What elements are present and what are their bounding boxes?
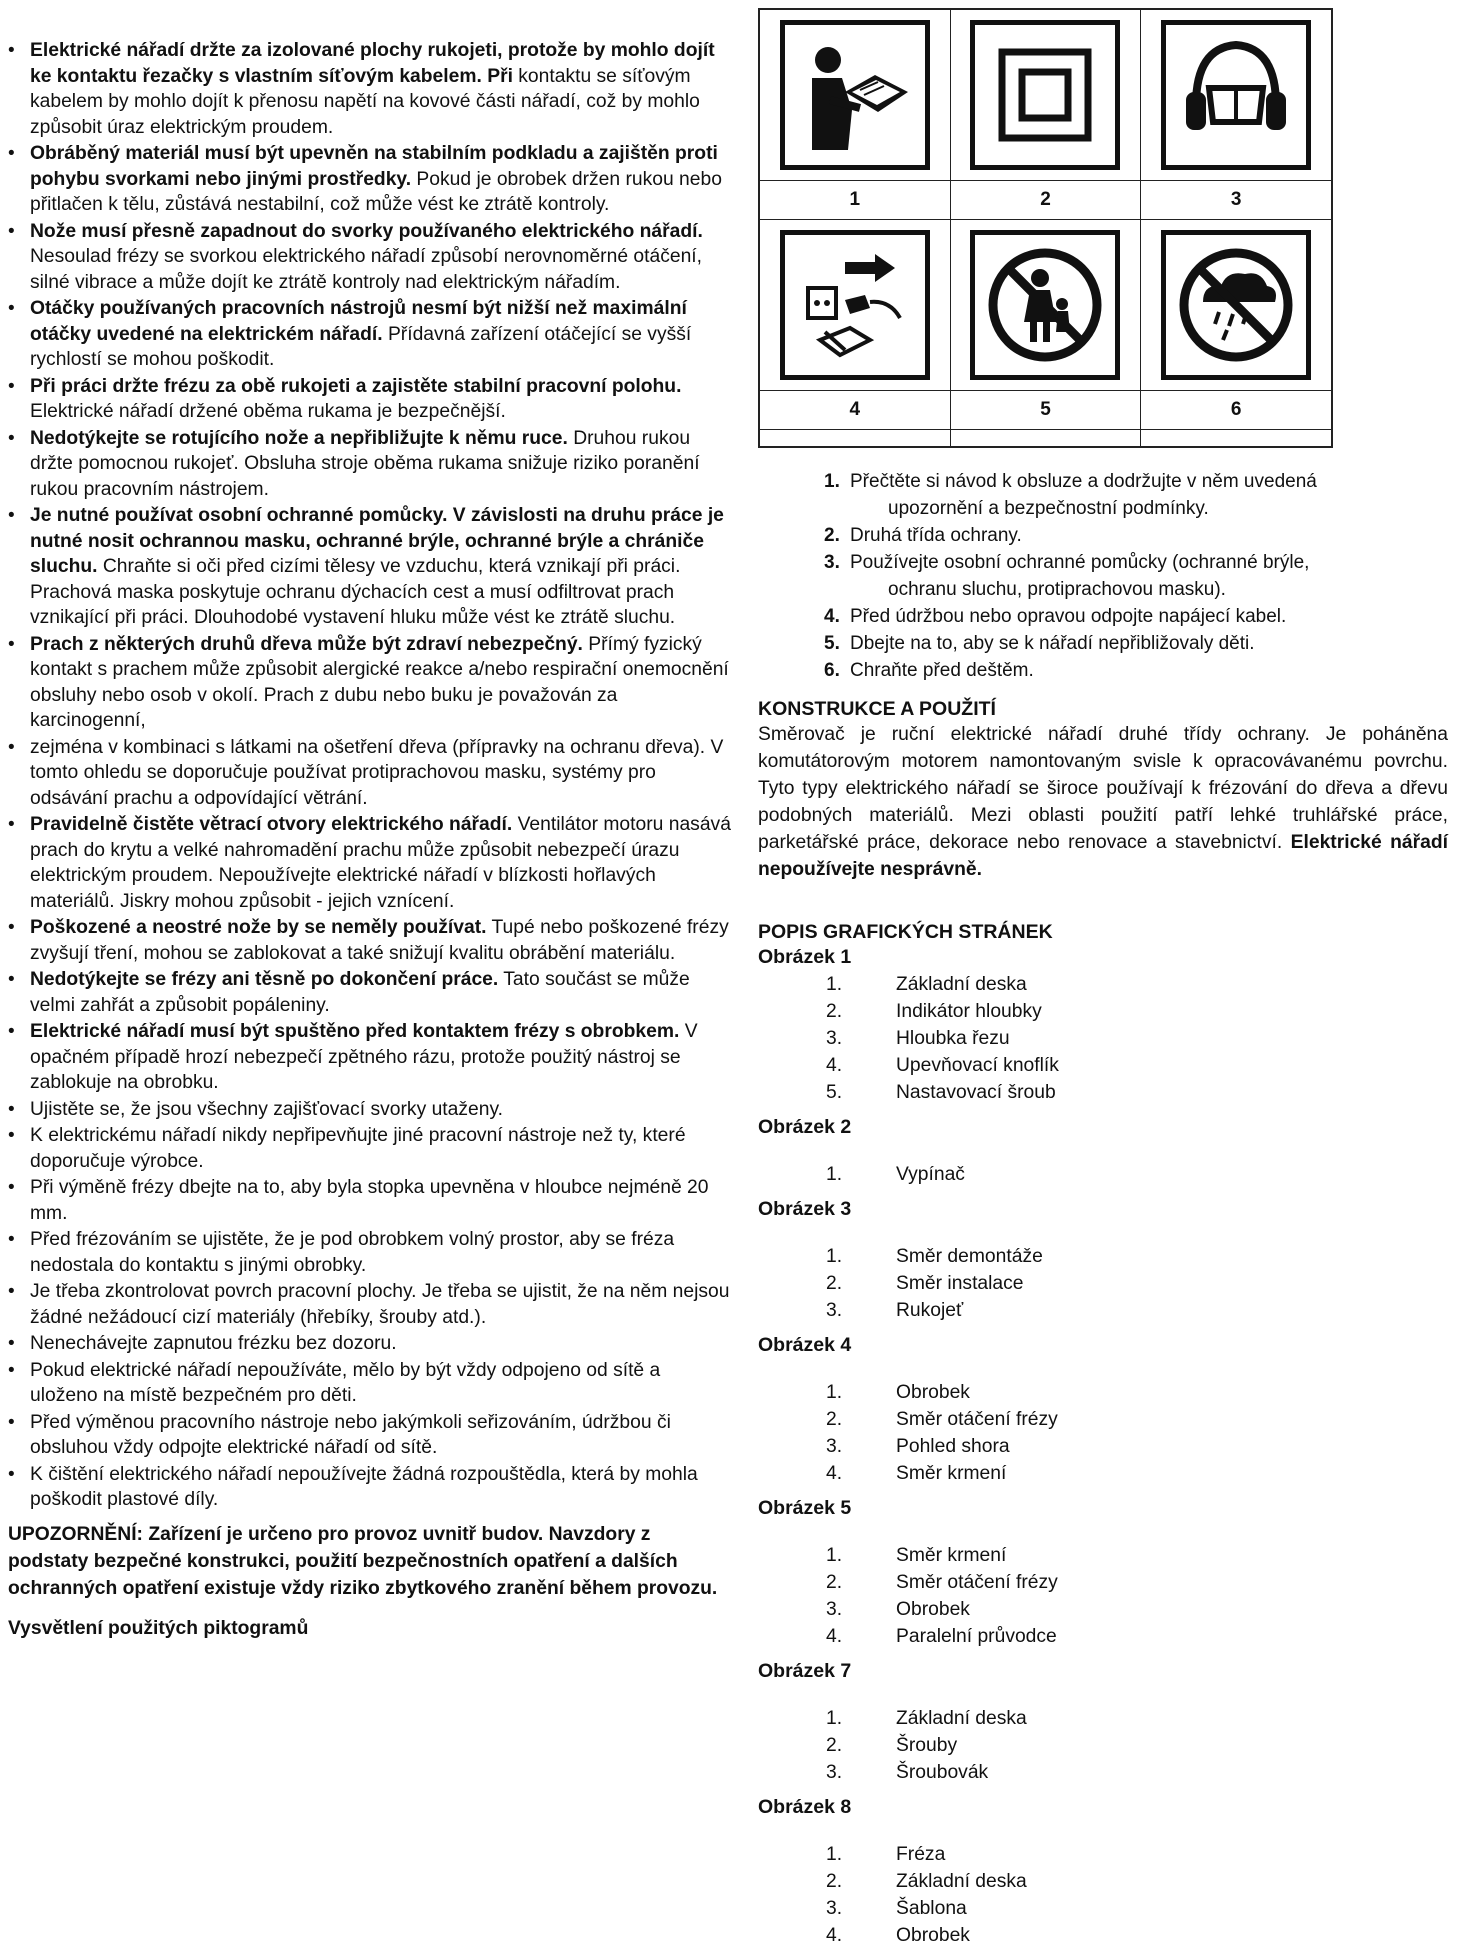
bullet-text: Nenechávejte zapnutou frézku bez dozoru. bbox=[30, 1333, 397, 1354]
figure-item bbox=[758, 1705, 1448, 1732]
figure-item-number: 4. bbox=[826, 1626, 843, 1647]
pictogram-description-text: Chraňte před deštěm. bbox=[850, 660, 1034, 681]
bullet-text: Pokud je obrobek držen rukou nebo přitlačen k tělu, zůstává nestabilní, což může vést ke ztrátě kontroly. bbox=[30, 168, 722, 215]
bullet-bold-text: Nedotýkejte se frézy ani těsně po dokončení práce. bbox=[30, 969, 499, 990]
bullet-text: Při výměně frézy dbejte na to, aby byla stopka upevněna v hloubce nejméně 20 mm. bbox=[30, 1177, 709, 1224]
bullet-text: Přídavná zařízení otáčející se vyšší rychlostí se mohou poškodit. bbox=[30, 323, 692, 370]
figure-spacer bbox=[758, 1141, 1448, 1161]
bullet-bold-text: Nedotýkejte se rotujícího nože a nepřibližujte k němu ruce. bbox=[30, 427, 568, 449]
pictogram-blank-cell bbox=[759, 430, 950, 448]
pictogram-number-3: 3 bbox=[1141, 181, 1332, 220]
figure-item bbox=[758, 1270, 1448, 1297]
bullet-bold-text: Nože musí přesně zapadnout do svorky používaného elektrického nářadí. bbox=[30, 220, 703, 242]
figure-item-number: 1. bbox=[826, 1164, 843, 1185]
pictogram-number-5: 5 bbox=[950, 391, 1141, 430]
figure-item bbox=[758, 1868, 1448, 1895]
pictogram-number-4: 4 bbox=[759, 391, 950, 430]
bullet-text: Druhou rukou držte pomocnou rukojeť. Obsluha stroje oběma rukama snižuje riziko poranění rukou pracovním nástrojem. bbox=[30, 427, 700, 500]
figure-item-label: Směr otáčení frézy bbox=[896, 1572, 1058, 1593]
pictogram-description-item bbox=[824, 630, 1448, 657]
figure-spacer bbox=[758, 1487, 1448, 1495]
keep-children-away-icon bbox=[970, 230, 1120, 380]
pictogram-description-text: Dbejte na to, aby se k nářadí nepřibližovaly děti. bbox=[850, 633, 1255, 654]
figure-item-number: 3. bbox=[826, 1599, 843, 1620]
figure-item-label: Fréza bbox=[896, 1844, 946, 1865]
pictogram-blank-cell bbox=[950, 430, 1141, 448]
safety-bullet bbox=[8, 812, 733, 914]
figure-item bbox=[758, 1297, 1448, 1324]
bullet-text: Před výměnou pracovního nástroje nebo jakýmkoli seřizováním, údržbou či obsluhou vždy odpojte elektrické nářadí od sítě. bbox=[30, 1411, 671, 1458]
figure-item bbox=[758, 1460, 1448, 1487]
pictogram-cell-2 bbox=[950, 9, 1141, 181]
bullet-bold-text: Obráběný materiál musí být upevněn na stabilním podkladu a zajištěn proti pohybu svorkami nebo jinými prostředky. bbox=[30, 143, 718, 190]
pictogram-number-2: 2 bbox=[950, 181, 1141, 220]
pictogram-description-text: Před údržbou nebo opravou odpojte napájecí kabel. bbox=[850, 606, 1287, 627]
figure-item bbox=[758, 1922, 1448, 1949]
pictogram-number-1: 1 bbox=[759, 181, 950, 220]
figure-items bbox=[758, 1379, 1448, 1487]
pictogram-description-number: 2. bbox=[824, 525, 840, 546]
figure-item bbox=[758, 1596, 1448, 1623]
figure-title: Obrázek 8 bbox=[758, 1796, 852, 1818]
figure-item-label: Upevňovací knoflík bbox=[896, 1055, 1059, 1076]
figure-item-label: Rukojeť bbox=[896, 1300, 964, 1321]
figure-title: Obrázek 3 bbox=[758, 1198, 852, 1220]
bullet-bold-text: Otáčky používaných pracovních nástrojů nesmí být nižší než maximální otáčky uvedené na elektrickém nářadí. bbox=[30, 298, 687, 345]
figure-item-number: 2. bbox=[826, 1409, 843, 1430]
figure-title: Obrázek 5 bbox=[758, 1497, 852, 1519]
figure-item bbox=[758, 1841, 1448, 1868]
figure-item-number: 1. bbox=[826, 1844, 843, 1865]
protect-from-rain-icon bbox=[1161, 230, 1311, 380]
figure-spacer bbox=[758, 1522, 1448, 1542]
figure-item-number: 1. bbox=[826, 1246, 843, 1267]
bullet-text: Tato součást se může velmi zahřát a způsobit popáleniny. bbox=[30, 969, 690, 1016]
figure-item bbox=[758, 1895, 1448, 1922]
figure-item-number: 1. bbox=[826, 1708, 843, 1729]
figure-item-number: 3. bbox=[826, 1436, 843, 1457]
figure-item bbox=[758, 1025, 1448, 1052]
figure-item-number: 1. bbox=[826, 1545, 843, 1566]
figure-item bbox=[758, 1759, 1448, 1786]
figure-spacer bbox=[758, 1685, 1448, 1705]
figure-item-label: Obrobek bbox=[896, 1599, 970, 1620]
figure-item-number: 3. bbox=[826, 1762, 843, 1783]
figure-item-number: 2. bbox=[826, 1735, 843, 1756]
safety-bullet bbox=[8, 38, 733, 140]
figure-item-number: 1. bbox=[826, 1382, 843, 1403]
pictogram-cell-6 bbox=[1141, 220, 1332, 391]
figure-items bbox=[758, 1161, 1448, 1188]
bullet-bold-text: Elektrické nářadí musí být spuštěno před kontaktem frézy s obrobkem. bbox=[30, 1021, 680, 1042]
figure-item-number: 5. bbox=[826, 1082, 843, 1103]
bullet-text: Ujistěte se, že jsou všechny zajišťovací svorky utaženy. bbox=[30, 1098, 504, 1120]
figure-item-label: Směr otáčení frézy bbox=[896, 1409, 1058, 1430]
figure-item bbox=[758, 1161, 1448, 1188]
pictogram-cell-1 bbox=[759, 9, 950, 181]
bullet-bold-text: Poškozené a neostré nože by se neměly používat. bbox=[30, 917, 487, 938]
safety-bullet bbox=[8, 1462, 733, 1513]
bullet-text: V opačném případě hrozí nebezpečí zpětného rázu, protože použitý nástroj se zablokuje na obrobku. bbox=[30, 1021, 698, 1093]
safety-bullet bbox=[8, 296, 733, 373]
figure-item bbox=[758, 971, 1448, 998]
construction-bold-text: Elektrické nářadí nepoužívejte nesprávně. bbox=[758, 832, 1449, 880]
figure-spacer bbox=[758, 1949, 1448, 1957]
figure-item-number: 1. bbox=[826, 974, 843, 995]
bullet-text: Chraňte si oči před cizími tělesy ve vzduchu, která vznikají při práci. Prachová maska poskytuje ochranu dýchacích cest a musí odfiltrovat prach vznikající při práci. Dlouhodobé vystavení hluku může vést ke ztrátě sluchu. bbox=[30, 556, 681, 628]
bullet-text: Tupé nebo poškozené frézy zvyšují tření, mohou se zablokovat a také snižují kvalitu obrábění materiálu. bbox=[30, 917, 729, 964]
safety-bullet bbox=[8, 967, 733, 1018]
bullet-text: K elektrickému nářadí nikdy nepřipevňujte jiné pracovní nástroje než ty, které doporučuje výrobce. bbox=[30, 1125, 686, 1172]
figure-item-number: 2. bbox=[826, 1001, 843, 1022]
safety-bullet bbox=[8, 1331, 733, 1357]
safety-bullet bbox=[8, 219, 733, 296]
safety-bullet bbox=[8, 735, 733, 812]
safety-bullet bbox=[8, 1097, 733, 1123]
figure-item bbox=[758, 1623, 1448, 1650]
figure-spacer bbox=[758, 1223, 1448, 1243]
bullet-text: kontaktu se síťovým kabelem by mohlo dojít k přenosu napětí na kovové části nářadí, což by mohlo způsobit úraz elektrickým proudem. bbox=[30, 65, 700, 138]
pictogram-cell-3 bbox=[1141, 9, 1332, 181]
bullet-text: Je třeba zkontrolovat povrch pracovní plochy. Je třeba se ujistit, že na něm nejsou žádné nežádoucí cizí materiály (hřebíky, šrouby atd.). bbox=[30, 1281, 730, 1328]
figure-spacer bbox=[758, 1359, 1448, 1379]
figure-item bbox=[758, 1052, 1448, 1079]
pictogram-description-item bbox=[824, 549, 1448, 603]
figure-item-label: Základní deska bbox=[896, 974, 1027, 995]
figure-spacer bbox=[758, 1786, 1448, 1794]
pictogram-description-number: 5. bbox=[824, 633, 840, 654]
figure-item bbox=[758, 1406, 1448, 1433]
figure-spacer bbox=[758, 1324, 1448, 1332]
pictogram-number-6: 6 bbox=[1141, 391, 1332, 430]
pictogram-description-number: 3. bbox=[824, 552, 840, 573]
bullet-text: zejména v kombinaci s látkami na ošetření dřeva (přípravky na ochranu dřeva). V tomto ohledu se doporučuje používat protiprachovou masku, systémy pro odsávání prachu a odpovídající větrání. bbox=[30, 736, 724, 809]
figure-item-number: 2. bbox=[826, 1273, 843, 1294]
unplug-before-maintenance-icon bbox=[780, 230, 930, 380]
figure-title: Obrázek 7 bbox=[758, 1660, 852, 1682]
figure-items bbox=[758, 1542, 1448, 1650]
construction-text: Směrovač je ruční elektrické nářadí druhé třídy ochrany. Je poháněna komutátorovým motorem namontovaným svisle k opracovávanému povrchu. Tyto typy elektrického nářadí se široce používají k frézování do dřeva a dřevu podobných materiálů. Mezi oblasti použití patří lehké truhlářské práce, parketářské práce, dekorace nebo renovace a stavebnictví. bbox=[758, 724, 1448, 853]
figure-item-label: Základní deska bbox=[896, 1871, 1027, 1892]
protective-equipment-icon bbox=[1161, 20, 1311, 170]
figure-item-label: Směr demontáže bbox=[896, 1246, 1043, 1267]
figure-descriptions bbox=[758, 944, 1448, 1957]
figure-items bbox=[758, 1705, 1448, 1786]
bullet-bold-text: Prach z některých druhů dřeva může být zdraví nebezpečný. bbox=[30, 633, 583, 655]
safety-bullet bbox=[8, 1019, 733, 1096]
safety-bullet bbox=[8, 1123, 733, 1174]
figure-item-number: 3. bbox=[826, 1898, 843, 1919]
safety-instructions-column bbox=[8, 38, 733, 1641]
bullet-bold-text: Při práci držte frézu za obě rukojeti a zajistěte stabilní pracovní polohu. bbox=[30, 375, 682, 397]
construction-paragraph bbox=[758, 721, 1448, 883]
bullet-bold-text: Je nutné používat osobní ochranné pomůcky. V závislosti na druhu práce je nutné nosit ochrannou masku, ochranné brýle, ochranné brýle a chrániče sluchu. bbox=[30, 505, 724, 577]
figure-item bbox=[758, 1379, 1448, 1406]
safety-bullet bbox=[8, 1358, 733, 1409]
safety-bullet-list bbox=[8, 38, 733, 1513]
safety-bullet bbox=[8, 1227, 733, 1278]
figure-title: Obrázek 1 bbox=[758, 946, 852, 968]
pictogram-description-text: Přečtěte si návod k obsluze a dodržujte v něm uvedená bbox=[850, 471, 1317, 492]
bullet-text: K čištění elektrického nářadí nepoužívejte žádná rozpouštědla, která by mohla poškodit plastové díly. bbox=[30, 1463, 698, 1510]
figure-item-label: Šablona bbox=[896, 1898, 967, 1919]
figure-item-label: Paralelní průvodce bbox=[896, 1626, 1057, 1647]
safety-bullet bbox=[8, 915, 733, 966]
warning-paragraph: UPOZORNĚNÍ: Zařízení je určeno pro provoz uvnitř budov. Navzdory z podstaty bezpečné konstrukci, použití bezpečnostních opatření a dalších ochranných opatření existuje vždy riziko zbytkového zranění během provozu. bbox=[8, 1523, 718, 1599]
figure-item-label: Pohled shora bbox=[896, 1436, 1010, 1457]
bullet-text: Před frézováním se ujistěte, že je pod obrobkem volný prostor, aby se fréza nedostala do kontaktu s jinými obrobky. bbox=[30, 1229, 675, 1276]
figure-item bbox=[758, 998, 1448, 1025]
safety-bullet bbox=[8, 1410, 733, 1461]
pictogram-legend-title: Vysvětlení použitých piktogramů bbox=[8, 1617, 309, 1639]
safety-bullet bbox=[8, 374, 733, 425]
figure-item-number: 4. bbox=[826, 1463, 843, 1484]
figure-item bbox=[758, 1079, 1448, 1106]
bullet-text: Nesoulad frézy se svorkou elektrického nářadí způsobí nerovnoměrné otáčení, silné vibrace a může dojít ke ztrátě kontroly nad elektrickým nářadím. bbox=[30, 246, 703, 293]
pictogram-description-continuation: ochranu sluchu, protiprachovou masku). bbox=[888, 579, 1226, 600]
figure-items bbox=[758, 1243, 1448, 1324]
safety-bullet bbox=[8, 632, 733, 734]
figure-item bbox=[758, 1433, 1448, 1460]
figure-item-label: Šrouby bbox=[896, 1735, 958, 1756]
pictogram-table bbox=[758, 8, 1333, 448]
pictogram-description-item bbox=[824, 522, 1448, 549]
figure-item-label: Směr krmení bbox=[896, 1545, 1007, 1566]
figure-spacer bbox=[758, 1650, 1448, 1658]
figure-item-number: 2. bbox=[826, 1871, 843, 1892]
right-column bbox=[758, 8, 1448, 1957]
pictogram-description-item bbox=[824, 603, 1448, 630]
pictogram-blank-cell bbox=[1141, 430, 1332, 448]
figure-item-label: Šroubovák bbox=[896, 1762, 989, 1783]
bullet-text: Ventilátor motoru nasává prach do krytu a velké nahromadění prachu může způsobit nebezpečí úrazu elektrickým proudem. Nepoužívejte elektrické nářadí v blízkosti hořlavých materiálů. Jiskry mohou způsobit - jejich vznícení. bbox=[30, 814, 731, 912]
pictogram-description-number: 6. bbox=[824, 660, 840, 681]
safety-bullet bbox=[8, 141, 733, 218]
pictogram-descriptions bbox=[824, 468, 1448, 684]
figure-item bbox=[758, 1542, 1448, 1569]
figure-item-label: Základní deska bbox=[896, 1708, 1027, 1729]
bullet-text: Elektrické nářadí držené oběma rukama je bezpečnější. bbox=[30, 401, 506, 422]
figure-title: Obrázek 4 bbox=[758, 1334, 852, 1356]
bullet-bold-text: Elektrické nářadí držte za izolované plochy rukojeti, protože by mohlo dojít ke kontaktu řezačky s vlastním síťovým kabelem. Při bbox=[30, 40, 715, 87]
figure-item-label: Indikátor hloubky bbox=[896, 1001, 1042, 1022]
bullet-text: Přímý fyzický kontakt s prachem může způsobit alergické reakce a/nebo respirační onemocnění obsluhy nebo osob v okolí. Prach z dubu nebo buku je považován za karcinogenní, bbox=[30, 633, 729, 731]
figure-item-label: Obrobek bbox=[896, 1925, 970, 1946]
figure-item-label: Obrobek bbox=[896, 1382, 970, 1403]
construction-heading: KONSTRUKCE A POUŽITÍ bbox=[758, 698, 996, 720]
figure-item-number: 4. bbox=[826, 1055, 843, 1076]
bullet-bold-text: Pravidelně čistěte větrací otvory elektrického nářadí. bbox=[30, 814, 513, 835]
safety-bullet bbox=[8, 1279, 733, 1330]
figure-spacer bbox=[758, 1821, 1448, 1841]
pictogram-description-number: 4. bbox=[824, 606, 840, 627]
pictogram-description-item bbox=[824, 468, 1448, 522]
figure-items bbox=[758, 971, 1448, 1106]
figure-item-number: 4. bbox=[826, 1925, 843, 1946]
safety-bullet bbox=[8, 426, 733, 503]
safety-bullet bbox=[8, 1175, 733, 1226]
read-manual-icon bbox=[780, 20, 930, 170]
figure-item-number: 3. bbox=[826, 1300, 843, 1321]
figure-title: Obrázek 2 bbox=[758, 1116, 852, 1138]
figure-spacer bbox=[758, 1188, 1448, 1196]
pictogram-description-number: 1. bbox=[824, 471, 840, 492]
pictogram-cell-4 bbox=[759, 220, 950, 391]
figure-item bbox=[758, 1732, 1448, 1759]
figure-item bbox=[758, 1569, 1448, 1596]
figure-item-label: Nastavovací šroub bbox=[896, 1082, 1056, 1103]
pictogram-description-text: Druhá třída ochrany. bbox=[850, 525, 1022, 546]
pictogram-description-text: Používejte osobní ochranné pomůcky (ochranné brýle, bbox=[850, 552, 1310, 573]
pictogram-description-continuation: upozornění a bezpečnostní podmínky. bbox=[888, 498, 1209, 519]
figure-spacer bbox=[758, 1106, 1448, 1114]
figure-item bbox=[758, 1243, 1448, 1270]
pictogram-description-item bbox=[824, 657, 1448, 684]
bullet-text: Pokud elektrické nářadí nepoužíváte, mělo by být vždy odpojeno od sítě a uloženo na místě bezpečném pro děti. bbox=[30, 1359, 661, 1406]
figure-item-label: Hloubka řezu bbox=[896, 1028, 1010, 1049]
safety-bullet bbox=[8, 503, 733, 631]
figure-item-number: 2. bbox=[826, 1572, 843, 1593]
figure-item-label: Vypínač bbox=[896, 1164, 965, 1185]
figure-item-number: 3. bbox=[826, 1028, 843, 1049]
graphics-heading: POPIS GRAFICKÝCH STRÁNEK bbox=[758, 921, 1053, 943]
class-ii-double-square-icon bbox=[970, 20, 1120, 170]
figure-item-label: Směr instalace bbox=[896, 1273, 1024, 1294]
figure-item-label: Směr krmení bbox=[896, 1463, 1007, 1484]
pictogram-cell-5 bbox=[950, 220, 1141, 391]
